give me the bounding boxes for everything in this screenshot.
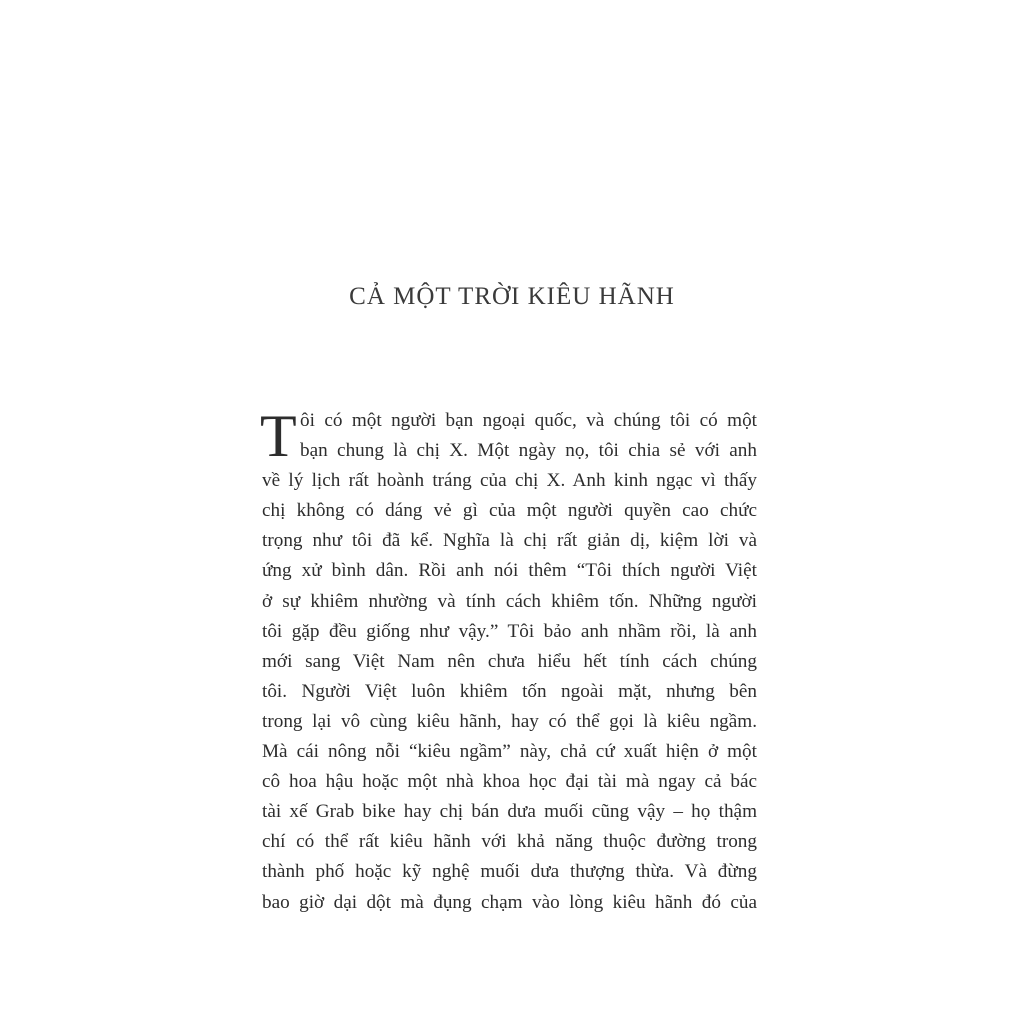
text-line: ôi có một người bạn ngoại quốc, và chúng tôi có một	[300, 410, 757, 431]
text-line: tài xế Grab bike hay chị bán dưa muối cũng vậy – họ thậm	[262, 801, 757, 823]
text-line: chị không có dáng vẻ gì của một người quyền cao chức	[262, 500, 757, 522]
text-line: cô hoa hậu hoặc một nhà khoa học đại tài mà ngay cả bác	[262, 771, 757, 793]
text-line: thành phố hoặc kỹ nghệ muối dưa thượng thừa. Và đừng	[262, 861, 757, 883]
drop-cap: T	[260, 403, 297, 469]
text-line: ở sự khiêm nhường và tính cách khiêm tốn. Những người	[262, 590, 757, 612]
text-line: bạn chung là chị X. Một ngày nọ, tôi chia sẻ với anh	[300, 440, 757, 462]
text-line: tôi. Người Việt luôn khiêm tốn ngoài mặt, nhưng bên	[262, 680, 757, 702]
text-line: trong lại vô cùng kiêu hãnh, hay có thể gọi là kiêu ngầm.	[262, 710, 757, 732]
text-line: tôi gặp đều giống như vậy.” Tôi bảo anh nhầm rồi, là anh	[262, 620, 757, 642]
chapter-title: CẢ MỘT TRỜI KIÊU HÃNH	[349, 283, 675, 310]
text-line: Mà cái nông nỗi “kiêu ngầm” này, chả cứ xuất hiện ở một	[262, 741, 757, 763]
text-line: mới sang Việt Nam nên chưa hiểu hết tính cách chúng	[262, 650, 757, 672]
text-line: chí có thể rất kiêu hãnh với khả năng thuộc đường trong	[262, 831, 757, 853]
text-line: bao giờ dại dột mà đụng chạm vào lòng kiêu hãnh đó của	[262, 891, 757, 913]
text-line: trọng như tôi đã kể. Nghĩa là chị rất giản dị, kiệm lời và	[262, 530, 757, 552]
chapter-body	[260, 403, 757, 918]
text-line: về lý lịch rất hoành tráng của chị X. Anh kinh ngạc vì thấy	[262, 470, 757, 492]
text-line: ứng xử bình dân. Rồi anh nói thêm “Tôi thích người Việt	[262, 560, 757, 582]
